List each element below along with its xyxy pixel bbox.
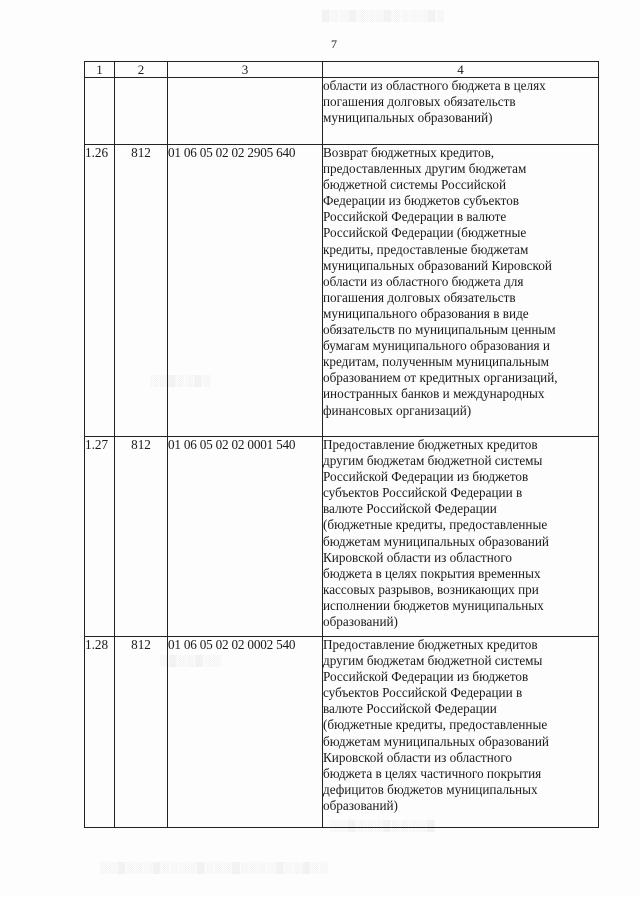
description-line: образований) bbox=[323, 614, 398, 630]
table-row bbox=[85, 437, 599, 637]
description-line: Предоставление бюджетных кредитов bbox=[323, 637, 538, 652]
admin-code bbox=[115, 78, 168, 145]
description-line: Возврат бюджетных кредитов, bbox=[323, 145, 495, 160]
description-line: кредитам, полученным муниципальным bbox=[323, 354, 549, 370]
scan-artifact: ▒░░▒░░░▒░░░░▒░ bbox=[322, 10, 446, 22]
admin-code: 812 bbox=[115, 637, 168, 828]
description-line: бюджетам муниципальных образований bbox=[323, 533, 549, 549]
description-line: бюджетной системы Российской bbox=[323, 177, 507, 193]
budget-codes-table bbox=[84, 61, 599, 828]
column-header: 3 bbox=[168, 62, 323, 78]
row-number bbox=[85, 78, 115, 145]
page-number: 7 bbox=[331, 37, 337, 51]
row-description bbox=[323, 637, 599, 828]
description-line: Кировской области из областного bbox=[323, 549, 513, 565]
row-description bbox=[323, 437, 599, 637]
table-row bbox=[85, 145, 599, 437]
scan-artifact: ░░▒░░▒░ bbox=[150, 375, 212, 387]
description-line: предоставленных другим бюджетам bbox=[323, 161, 527, 177]
description-line: муниципальных образований) bbox=[323, 110, 493, 126]
admin-code: 812 bbox=[115, 145, 168, 437]
column-header: 4 bbox=[323, 62, 599, 78]
scan-artifact: ░░▒░░░▒░░░░▒ bbox=[330, 820, 436, 832]
description-line: области из областного бюджета в целях bbox=[323, 78, 546, 93]
budget-classification-code: 01 06 05 02 02 0001 540 bbox=[168, 437, 323, 637]
description-line: Российской Федерации из бюджетов bbox=[323, 469, 529, 485]
description-line: иностранных банков и международных bbox=[323, 386, 545, 402]
description-line: Федерации из бюджетов субъектов bbox=[323, 193, 520, 209]
description-line: бюджета в целях покрытия временных bbox=[323, 565, 541, 581]
description-line: Российской Федерации в валюте bbox=[323, 209, 507, 225]
description-line: образованием от кредитных организаций, bbox=[323, 370, 558, 386]
table-row bbox=[85, 637, 599, 828]
description-line: кредиты, предоставленые бюджетам bbox=[323, 241, 529, 257]
description-line: (бюджетные кредиты, предоставленные bbox=[323, 717, 548, 733]
scan-artifact: ░▒░░▒░░ bbox=[160, 655, 222, 667]
description-line: исполнении бюджетов муниципальных bbox=[323, 597, 544, 613]
description-line: погашения долговых обязательств bbox=[323, 289, 516, 305]
scan-artifact: ░░▒░░░▒░░░░▒░░░▒░░░░▒░░▒░░ bbox=[100, 862, 329, 874]
description-line: валюте Российской Федерации bbox=[323, 701, 497, 717]
description-line: Российской Федерации (бюджетные bbox=[323, 225, 527, 241]
description-line: другим бюджетам бюджетной системы bbox=[323, 453, 543, 469]
description-line: Предоставление бюджетных кредитов bbox=[323, 437, 538, 452]
budget-classification-code bbox=[168, 78, 323, 145]
budget-classification-code: 01 06 05 02 02 0002 540 bbox=[168, 637, 323, 828]
budget-classification-code: 01 06 05 02 02 2905 640 bbox=[168, 145, 323, 437]
column-header: 2 bbox=[115, 62, 168, 78]
description-line: образований) bbox=[323, 797, 398, 813]
description-line: погашения долговых обязательств bbox=[323, 94, 516, 110]
description-line: муниципального образования в виде bbox=[323, 305, 529, 321]
description-line: субъектов Российской Федерации в bbox=[323, 485, 523, 501]
description-line: субъектов Российской Федерации в bbox=[323, 685, 523, 701]
row-number: 1.27 bbox=[85, 437, 115, 637]
description-line: другим бюджетам бюджетной системы bbox=[323, 653, 543, 669]
description-line: бумагам муниципального образования и bbox=[323, 338, 550, 354]
table-header-row bbox=[85, 62, 599, 78]
table-row bbox=[85, 78, 599, 145]
description-line: валюте Российской Федерации bbox=[323, 501, 497, 517]
admin-code: 812 bbox=[115, 437, 168, 637]
description-line: финансовых организаций) bbox=[323, 402, 472, 418]
row-number: 1.26 bbox=[85, 145, 115, 437]
description-line: области из областного бюджета для bbox=[323, 273, 524, 289]
description-line: дефицитов бюджетов муниципальных bbox=[323, 781, 538, 797]
row-number: 1.28 bbox=[85, 637, 115, 828]
description-line: бюджетам муниципальных образований bbox=[323, 733, 549, 749]
description-line: обязательств по муниципальным ценным bbox=[323, 322, 556, 338]
description-line: кассовых разрывов, возникающих при bbox=[323, 581, 539, 597]
description-line: муниципальных образований Кировской bbox=[323, 257, 552, 273]
description-line: Кировской области из областного bbox=[323, 749, 513, 765]
column-header: 1 bbox=[85, 62, 115, 78]
description-line: (бюджетные кредиты, предоставленные bbox=[323, 517, 548, 533]
row-description bbox=[323, 145, 599, 437]
row-description bbox=[323, 78, 599, 145]
description-line: Российской Федерации из бюджетов bbox=[323, 669, 529, 685]
description-line: бюджета в целях частичного покрытия bbox=[323, 765, 542, 781]
